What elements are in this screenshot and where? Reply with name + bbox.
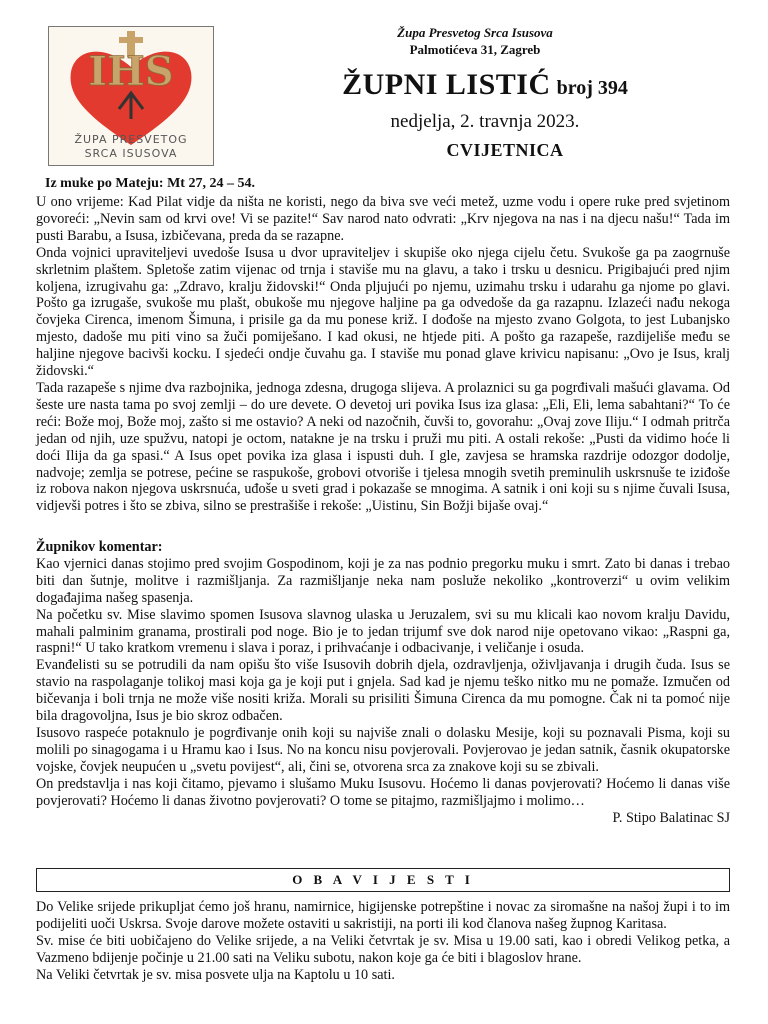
commentary-paragraph: Kao vjernici danas stojimo pred svojim Gospodinom, koji je za nas podnio pregorku muku i smrt. Zato bi danas i trebao biti dan šutnje, molitve i razmišljanja. Za razmišljanje neka nam posluže nekoliko „kontroverzi“ u ovim velikim događajima našeg spasenja.: [36, 555, 730, 606]
parish-address: Palmotićeva 31, Zagreb: [409, 42, 541, 57]
logo-caption-line1: ŽUPA PRESVETOG: [74, 133, 188, 146]
notice-paragraph: Sv. mise će biti uobičajeno do Velike srijede, a na Veliki četvrtak je sv. Misa u 19.00 sati, kao i obredi Velikog petka, a Vazmeno bdijenje počinje u 21.00 sati na Veliku subotu, nakon koje ga će biti i blagoslov hrane.: [36, 932, 730, 966]
pastor-commentary: [36, 539, 730, 826]
notices-heading: O B A V I J E S T I: [36, 868, 730, 892]
notice-paragraph: Do Velike srijede prikupljat ćemo još hranu, namirnice, higijenske potrepštine i novac za siromašne na našoj župi i to im podijeliti uoči Uskrsa. Svoje darove možete ostaviti u sakristiji, na porti ili kod članova našeg župnog Karitasa.: [36, 899, 730, 932]
gospel-text: [36, 194, 730, 515]
commentary-paragraph: Evanđelisti su se potrudili da nam opišu što više Isusovih dobrih djela, ozdravljenja, oživljavanja i drugih čuda. Isus se stavio na raspolaganje tolikoj masi koja ga je koji put i gnjela. Sad kad je njemu teško nitko mu ne pomaže. Izmučen od bičevanja i boli trnja ne može više nositi križa. Morali su prisiliti Šimuna Cirenca da mu pomogne. Čak ni ta pomoć nije bila dragovoljna, Isus je bio skroz odbačen.: [36, 657, 730, 725]
logo-monogram: IHS: [88, 48, 174, 95]
parish-logo: [48, 26, 214, 166]
sacred-heart-icon: [49, 27, 213, 165]
gospel-paragraph: Onda vojnici upraviteljevi uvedoše Isusa u dvor upraviteljev i skupiše oko njega cijelu četu. Svukoše ga pa zaogrnuše skrletnim plaštem. Spletoše zatim vijenac od trnja i staviše mu na glavu, a tako i trsku u desnicu. Prigibajući pred njim koljena, izrugivahu ga: „Zdravo, kralju židovski!“ Onda pljujući po njemu, uzimahu trsku i udarahu ga njome po glavi. Pošto ga izrugaše, svukoše mu plašt, obukoše mu njegove haljine pa ga odvedoše da ga razapnu. Izlazeći nađu nekoga čovjeka Cirenca, imenom Šimuna, i prisile ga da mu ponese križ. I dođoše na mjesto zvano Golgota, to jest Lubanjsko mjesto, dadoše mu piti vino sa žuči pomiješano. I kad okusi, ne htjede piti. A pošto ga razapeše, razdijeliše među se haljine njegove bacivši kocku. I sjedeći ondje čuvahu ga. I staviše mu ponad glave krivicu napisanu: „Ovo je Isus, kralj židovski.“: [36, 244, 730, 380]
commentary-paragraph: Isusovo raspeće potaknulo je pogrđivanje onih koji su najviše znali o dolasku Mesije, koji su poznavali Pisma, koji su molili po sinagogama i u Hramu kao i Isus. No na koncu nisu povjerovali. Povjerovao je jedan satnik, časnik okupatorske vojske, čovjek neupućen u „svetu povijest“, ali, čini se, otvorena srca za znakove koji su se zbivali.: [36, 724, 730, 775]
commentary-heading: Župnikov komentar:: [36, 539, 163, 555]
bulletin-title: [300, 68, 670, 102]
feast-name: CVIJETNICA: [446, 140, 564, 160]
cross-horizontal: [119, 37, 143, 43]
issue-date: nedjelja, 2. travnja 2023.: [390, 111, 580, 132]
reading-reference: Iz muke po Mateju: Mt 27, 24 – 54.: [45, 176, 255, 191]
gospel-paragraph: U ono vrijeme: Kad Pilat vidje da ništa ne koristi, nego da biva sve veći metež, uzme vodu i opere ruke pred svjetinom govoreći: „Nevin sam od krvi ove! Vi se pazite!“ Sav narod nato odvrati: „Krv njegova na nas i na djecu našu!“ Tada im pusti Barabu, a Isusa, izbičevana, preda da se razapne.: [36, 194, 730, 244]
commentary-signature: P. Stipo Balatinac SJ: [612, 809, 730, 826]
logo-caption-line2: SRCA ISUSOVA: [84, 147, 178, 160]
gospel-paragraph: Tada razapeše s njime dva razbojnika, jednoga zdesna, drugoga slijeva. A prolaznici su ga pogrđivali mašući glavama. Od šeste ure nasta tama po svoj zemlji – do ure devete. O devetoj uri povika Isus iza glasa: „Eli, Eli, lema sabahtani?“ To će reći: Bože moj, Bože moj, zašto si me ostavio? A neki od nazočnih, čuvši to, govorahu: „Ovaj zove Iliju.“ I odmah pritrča jedan od njih, uze spužvu, natopi je octom, natakne je na trsku i pruži mu piti. A ostali rekoše: „Pusti da vidimo hoće li doći Ilija da ga spasi.“ A Isus opet povika iza glasa i ispusti duh. I gle, zavjesa se hramska razdrije odozgor dodolje, nadvoje; zemlja se potrese, pećine se raspukoše, grobovi otvoriše i tjelesa mnogih svetih preminulih uskrsnuše te iziđoše iz robova nakon njegova uskrsnuća, uđoše u sveti grad i pokazaše se mnogima. A satnik i oni koji su s njime čuvali Isusa, vidjevši potres i što se zbiva, silno se prestrašiše i rekoše: „Uistinu, Sin Božji bijaše ovaj.“: [36, 379, 730, 515]
issue-number: broj 394: [556, 77, 628, 99]
commentary-paragraph: Na početku sv. Mise slavimo spomen Isusova slavnog ulaska u Jeruzalem, svi su mu klicali kao novom kralju Davidu, mahali palminim granama, prostirali pod noge. Bio je to jedan trijumf sve dok narod nije opetovano vikao: „Raspni ga, raspni!“ U tako kratkom vremenu i slava i poraz, i prihvaćanje i odbacivanje, i veličanje i osuda.: [36, 606, 730, 657]
notices-text: [36, 899, 730, 984]
notice-paragraph: Na Veliki četvrtak je sv. misa posvete ulja na Kaptolu u 10 sati.: [36, 966, 395, 983]
commentary-paragraph: On predstavlja i nas koji čitamo, pjevamo i slušamo Muku Isusovu. Hoćemo li danas povjerovati? Hoćemo li danas više povjerovati? Hoćemo li danas životno povjerovati? O tome se pitajmo, razmišljajmo i molimo…: [36, 775, 730, 809]
bulletin-title-text: ŽUPNI LISTIĆ: [342, 68, 551, 101]
parish-name: Župa Presvetog Srca Isusova: [397, 25, 553, 40]
